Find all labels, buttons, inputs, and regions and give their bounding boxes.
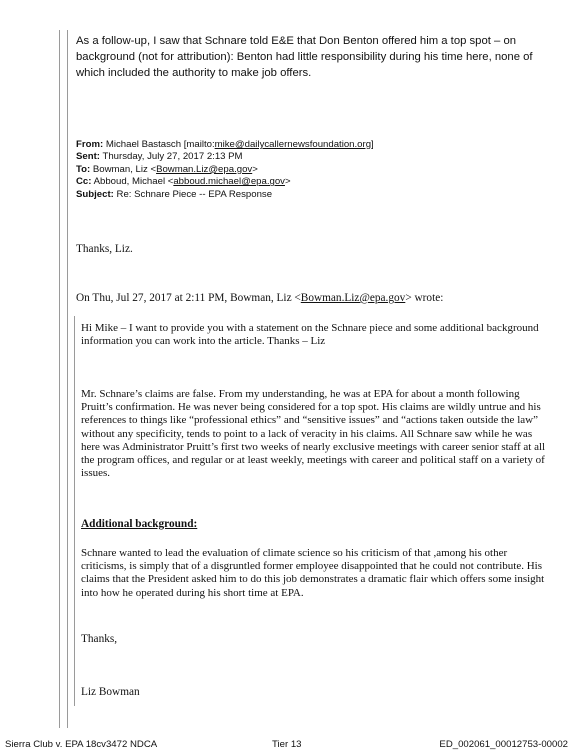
cc-label: Cc:	[76, 176, 92, 188]
subject-label: Subject:	[76, 188, 114, 200]
sent-value: Thursday, July 27, 2017 2:13 PM	[99, 151, 243, 163]
intro-paragraph: As a follow-up, I saw that Schnare told E&E that Don Benton offered him a top spot – on background (not for attribution): Benton had little responsibility during his time here, none of which included the authority to make job offers.	[76, 35, 533, 79]
attribution-email-link[interactable]: Bowman.Liz@epa.gov	[300, 292, 406, 304]
sent-line	[76, 151, 546, 163]
additional-background-heading: Additional background:	[81, 518, 198, 530]
to-label: To:	[76, 163, 91, 175]
from-value: Michael Bastasch [mailto:	[103, 139, 215, 150]
quoted-statement: Mr. Schnare’s claims are false. From my understanding, he was at EPA for about a month following Pruitt’s confirmation. He was never being considered for a top spot. His claims are wildly untrue and his references to things like “professional ethics” and “sensitive issues” and “actions taken outside the law” without any specificity, tends to point to a lack of veracity in his claims. All Schnare saw while he was here was Administrator Pruitt’s first two weeks of nearly exclusive meetings with career senior staff at all the program offices, and regular or at least weekly, meetings with career and political staff on a variety of issues.	[81, 388, 546, 480]
to-value-end: >	[252, 163, 258, 175]
footer-bates: ED_002061_00012753-00002	[439, 739, 568, 750]
from-label: From:	[76, 139, 104, 150]
sent-label: Sent:	[76, 151, 100, 163]
subject-value: Re: Schnare Piece -- EPA Response	[113, 188, 273, 200]
quote-attribution	[76, 292, 443, 304]
quoted-closing: Thanks,	[81, 633, 118, 645]
to-value: Bowman, Liz <	[90, 163, 157, 175]
footer-case: Sierra Club v. EPA 18cv3472 NDCA	[5, 739, 158, 750]
quote-bar-nested	[74, 316, 75, 706]
cc-line	[76, 176, 546, 188]
footer-tier: Tier 13	[272, 739, 302, 750]
to-email-link[interactable]: Bowman.Liz@epa.gov	[156, 163, 253, 175]
attribution-prefix: On Thu, Jul 27, 2017 at 2:11 PM, Bowman, Liz <	[76, 292, 301, 304]
email-header	[76, 139, 546, 201]
quote-bar-outer	[59, 30, 60, 728]
from-line	[76, 139, 546, 151]
quoted-greeting: Hi Mike – I want to provide you with a statement on the Schnare piece and some additional background information you can work into the article. Thanks – Liz	[81, 322, 539, 348]
quoted-signature: Liz Bowman	[81, 686, 140, 698]
subject-line	[76, 189, 546, 201]
to-line	[76, 164, 546, 176]
cc-value-end: >	[284, 176, 291, 188]
cc-email-link[interactable]: abboud.michael@epa.gov	[173, 176, 285, 188]
cc-value: Abboud, Michael <	[91, 176, 174, 188]
reply-thanks: Thanks, Liz.	[76, 243, 133, 255]
attribution-suffix: > wrote:	[405, 292, 444, 304]
from-email-link[interactable]: mike@dailycallernewsfoundation.org	[214, 139, 372, 150]
quoted-background: Schnare wanted to lead the evaluation of climate science so his criticism of that ,among his other criticisms, is simply that of a disgruntled former employee disappointed that he could not contribute. His claims that the President asked him to do this job demonstrates a dramatic flair which offers some insight into how he operated during his short time at EPA.	[81, 547, 545, 599]
from-value-end: ]	[371, 139, 374, 150]
quote-bar-inner	[67, 30, 68, 728]
page-footer	[0, 739, 574, 753]
